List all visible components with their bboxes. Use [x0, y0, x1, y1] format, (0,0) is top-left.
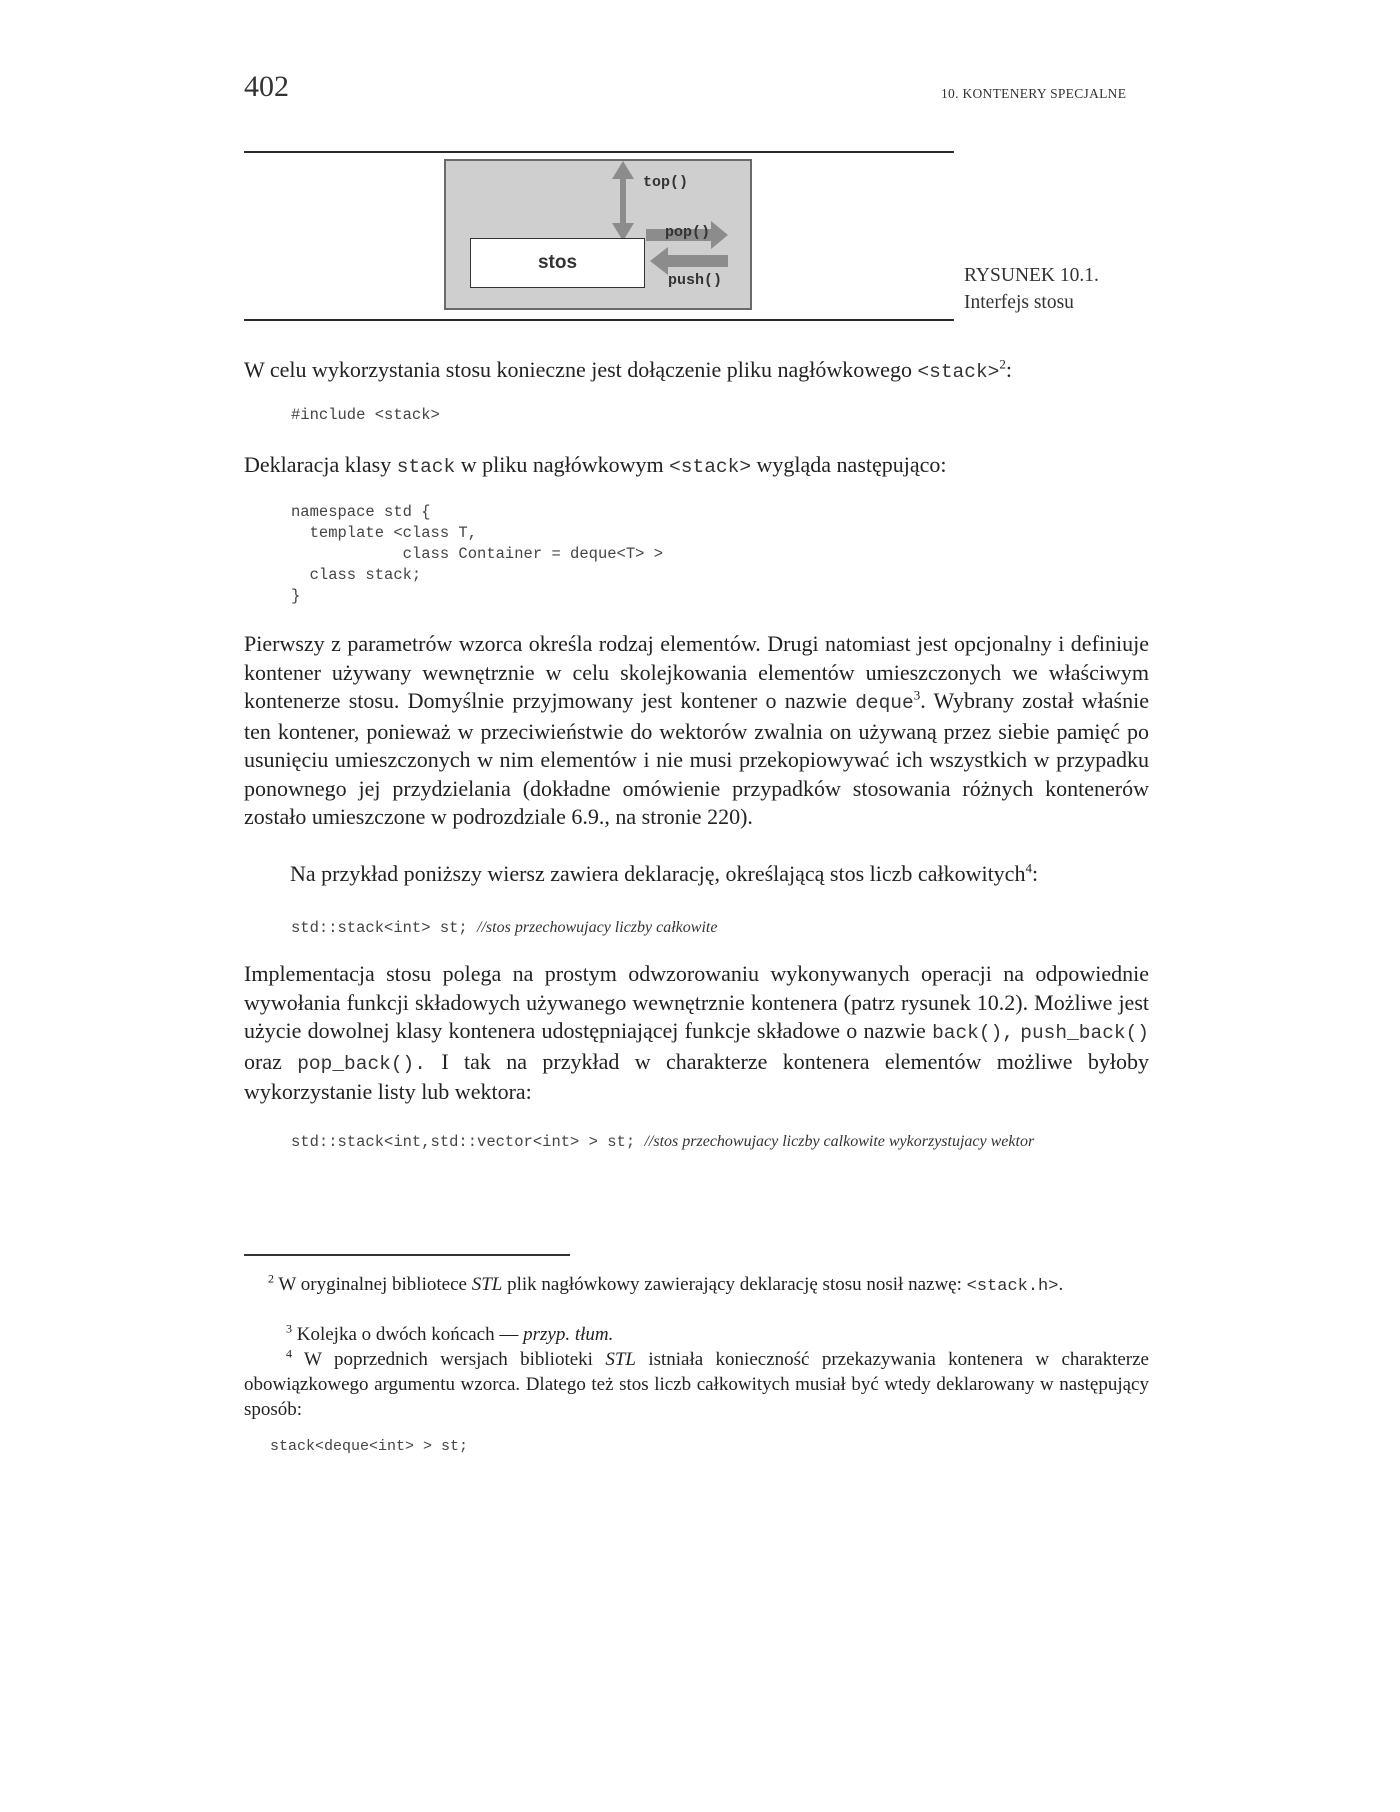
footnote-number: 3: [286, 1321, 292, 1336]
text: oraz: [244, 1048, 298, 1074]
footnote-separator: [244, 1254, 570, 1256]
text: Pierwszy z parametrów wzorca określa rodzaj elementów. Drugi natomiast jest opcjonalny i definiuje kontener używany wewnętrznie w celu skolejkowania elementów umieszczonych we właściwym kontenerze stosu. Domyślnie przyjmowany jest kontener o nazwie: [244, 631, 1149, 713]
code-inline: <stack>: [669, 456, 752, 478]
code-inline: stack: [396, 456, 456, 478]
text: w pliku nagłówkowym: [455, 452, 670, 477]
footnote-2: [244, 1272, 1149, 1299]
text: W celu wykorzystania stosu konieczne jest dołączenie pliku nagłówkowego: [244, 357, 918, 382]
code-stack-vector: [291, 1131, 1034, 1153]
code-inline: <stack>: [917, 361, 1000, 383]
figure-caption-number: RYSUNEK 10.1.: [964, 265, 1099, 286]
code-stack-int: [291, 917, 717, 939]
text-italic: przyp. tłum.: [523, 1324, 614, 1345]
stack-interface-figure: [444, 159, 752, 310]
text-italic: STL: [605, 1349, 636, 1370]
push-arrow-icon: [650, 247, 728, 275]
figure-caption: [964, 262, 1099, 316]
code-comment: //stos przechowujacy liczby całkowite: [477, 919, 718, 936]
text: wygląda następująco:: [751, 452, 947, 477]
code-inline: deque: [855, 692, 914, 714]
text: Na przykład poniższy wiersz zawiera deklarację, określającą stos liczb całkowitych: [290, 861, 1026, 886]
paragraph-declaration: [244, 451, 1149, 482]
figure-caption-title: Interfejs stosu: [964, 292, 1074, 313]
page-number: 402: [244, 70, 289, 103]
text: W poprzednich wersjach biblioteki: [292, 1349, 606, 1370]
footnote-ref: 2: [999, 356, 1006, 372]
text: :: [1005, 357, 1012, 382]
paragraph-include: [244, 356, 1149, 387]
code-inline: <stack.h>: [966, 1277, 1059, 1296]
code: std::stack<int,std::vector<int> > st;: [291, 1133, 645, 1151]
footnote-number: 2: [268, 1271, 274, 1286]
code-inline: pop_back().: [297, 1052, 426, 1075]
text: .: [1058, 1274, 1064, 1295]
text: Deklaracja klasy: [244, 452, 397, 477]
code-footnote: stack<deque<int> > st;: [270, 1438, 469, 1455]
footnote-ref: 4: [1025, 860, 1032, 876]
text: I tak na przykład w charakterze kontenera elementów możliwe byłoby wykorzystanie listy lub wektora:: [244, 1048, 1149, 1104]
text: Kolejka o dwóch końcach —: [292, 1324, 524, 1345]
stack-box: stos: [470, 238, 645, 288]
pop-label: pop(): [665, 224, 711, 241]
text: . Wybrany został właśnie ten kontener, ponieważ w przeciwieństwie do wektorów zwalnia on używaną przez siebie pamięć po usunięciu umieszczonych w nim elementów i nie musi przekopiowywać ich wszystkich w przypadku ponownego jej przydzielania (dokładne omówienie przypadków stosowania różnych kontenerów zostało umieszczone w podrozdziale 6.9., na stronie 220).: [244, 688, 1149, 829]
push-label: push(): [668, 272, 723, 289]
paragraph-implementation: [244, 960, 1149, 1107]
code-include: #include <stack>: [291, 406, 440, 424]
paragraph-parameters: [244, 630, 1149, 832]
text: W oryginalnej bibliotece: [274, 1274, 472, 1295]
code-namespace: namespace std { template <class T, class Container = deque<T> > class stack; }: [291, 503, 664, 605]
text: Implementacja stosu polega na prostym odwzorowaniu wykonywanych operacji na odpowiednie wywołania funkcji składowych używanego wewnętrznie kontenera (patrz rysunek 10.2). Możliwe jest użycie dowolnej klasy kontenera udostępniającej funkcje składowe o nazwie: [244, 961, 1149, 1043]
code: std::stack<int> st;: [291, 919, 478, 937]
footnote-number: 4: [286, 1346, 292, 1361]
running-head: 10. KONTENERY SPECJALNE: [941, 86, 1127, 101]
code-inline: back(),: [932, 1022, 1014, 1044]
figure-top-rule: [244, 151, 954, 153]
text: :: [1031, 861, 1039, 886]
footnote-3: [244, 1322, 1149, 1347]
footnote-4: [244, 1347, 1149, 1422]
text: istniała konieczność przekazywania kontenera w charakterze obowiązkowego argumentu wzorca. Dlatego też stos liczb całkowitych musiał być wtedy deklarowany w następujący sposób:: [244, 1349, 1149, 1420]
text: plik nagłówkowy zawierający deklarację stosu nosił nazwę:: [502, 1274, 967, 1295]
code-inline: push_back(): [1020, 1022, 1150, 1044]
code-comment: //stos przechowujacy liczby calkowite wykorzystujacy wektor: [644, 1133, 1035, 1150]
paragraph-example: [290, 860, 1149, 889]
footnote-ref: 3: [913, 687, 921, 703]
figure-bottom-rule: [244, 319, 954, 321]
text-italic: STL: [471, 1274, 503, 1295]
top-label: top(): [643, 174, 689, 191]
top-arrow-icon: [612, 161, 634, 241]
